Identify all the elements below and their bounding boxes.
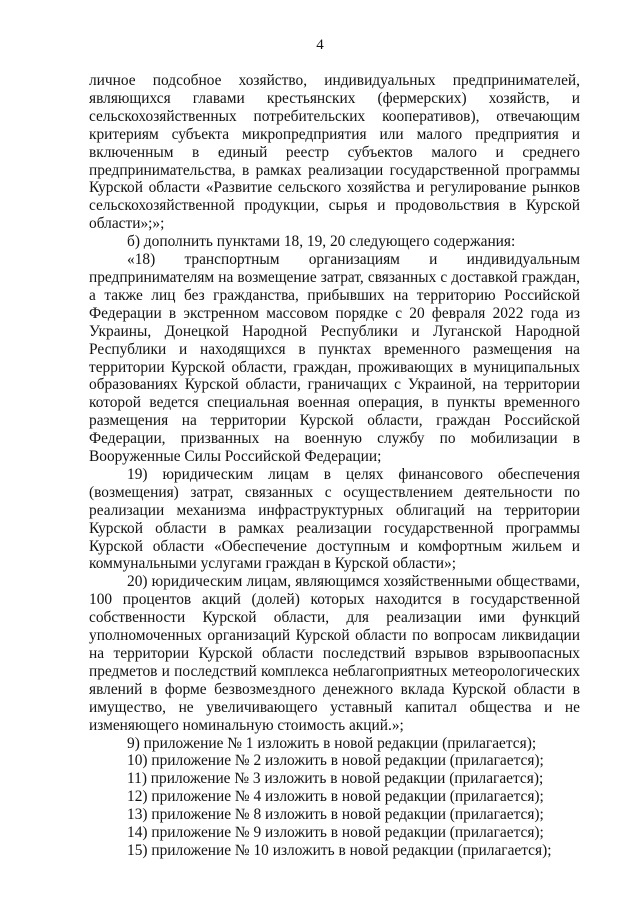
paragraph-item-18: «18) транспортным организациям и индивидуальным предпринимателям на возмещение затрат, связанных с доставкой граждан, а также лиц без гражданства, прибывших на территорию Российской Федерации в экстренном массовом порядке с 20 февраля 2022 года из Украины, Донецкой Народной Республики и Луганской Народной Республики и находящихся в пунктах временного размещения на территории Курской области, граждан, проживающих в муниципальных образованиях Курской области, граничащих с Украиной, на территории которой ведется специальная военная операция, в пункты временного размещения на территории Курской области, граждан Российской Федерации, призванных на военную службу по мобилизации в Вооруженные Силы Российской Федерации; xyxy=(89,251,580,466)
list-item-10: 10) приложение № 2 изложить в новой редакции (прилагается); xyxy=(127,752,544,770)
list-item-9: 9) приложение № 1 изложить в новой редакции (прилагается); xyxy=(127,734,537,752)
list-item-11: 11) приложение № 3 изложить в новой редакции (прилагается); xyxy=(127,770,544,788)
paragraph-item-19: 19) юридическим лицам в целях финансового обеспечения (возмещения) затрат, связанных с осуществлением деятельности по реализации механизма инфраструктурных облигаций на территории Курской области в рамках реализации государственной программы Курской области «Обеспечение доступным и комфортным жильем и коммунальными услугами граждан в Курской области»; xyxy=(89,465,580,573)
page-number: 4 xyxy=(316,37,324,53)
list-item-15: 15) приложение № 10 изложить в новой редакции (прилагается); xyxy=(127,841,552,859)
document-body xyxy=(89,72,580,860)
list-item-12: 12) приложение № 4 изложить в новой редакции (прилагается); xyxy=(127,788,544,806)
paragraph-amendment-b: б) дополнить пунктами 18, 19, 20 следующего содержания: xyxy=(127,233,516,251)
paragraph-continuation: личное подсобное хозяйство, индивидуальных предпринимателей, являющихся главами крестьянских (фермерских) хозяйств, и сельскохозяйственных потребительских кооперативов), отвечающим критериям субъекта микропредприятия или малого предприятия и включенным в единый реестр субъектов малого и среднего предпринимательства, в рамках реализации государственной программы Курской области «Развитие сельского хозяйства и регулирование рынков сельскохозяйственной продукции, сырья и продовольствия в Курской области»;»; xyxy=(89,72,580,233)
list-item-13: 13) приложение № 8 изложить в новой редакции (прилагается); xyxy=(127,806,544,824)
list-item-14: 14) приложение № 9 изложить в новой редакции (прилагается); xyxy=(127,824,544,842)
paragraph-item-20: 20) юридическим лицам, являющимся хозяйственными обществами, 100 процентов акций (долей) которых находится в государственной собственности Курской области, для реализации ими функций уполномоченных организаций Курской области по вопросам ликвидации на территории Курской области последствий взрывов взрывоопасных предметов и последствий комплекса неблагоприятных метеорологических явлений в форме безвозмездного денежного вклада Курской области в имущество, не увеличивающего уставный капитал общества и не изменяющего номинальную стоимость акций.»; xyxy=(89,573,580,734)
